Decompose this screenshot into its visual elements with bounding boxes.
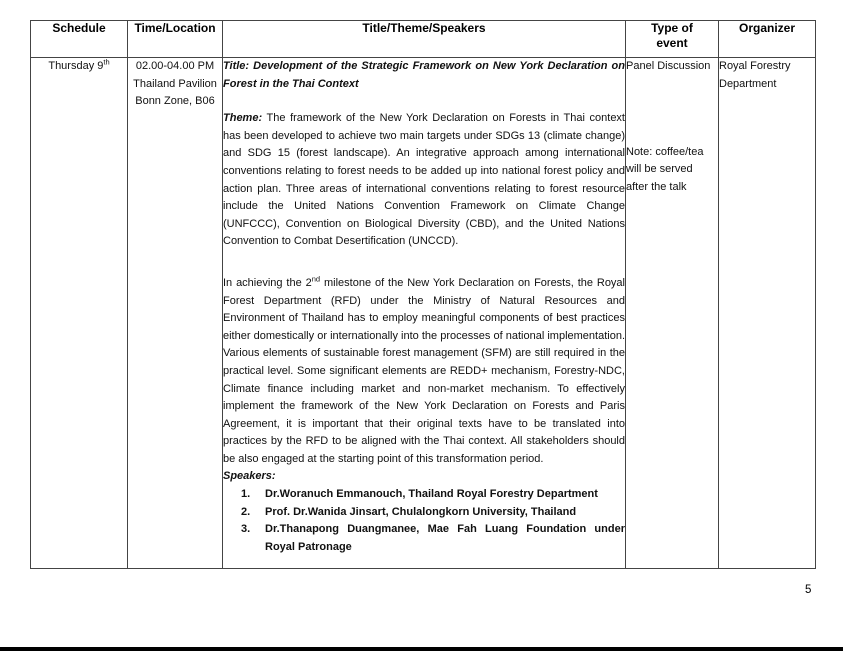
location-line-zone: Bonn Zone, B06 bbox=[135, 95, 215, 108]
location-line-pavilion: Thailand Pavilion bbox=[133, 77, 217, 90]
cell-title-theme-speakers bbox=[223, 58, 626, 569]
speaker-number: 2. bbox=[241, 505, 251, 518]
organizer-name: Royal Forestry Department bbox=[719, 60, 791, 90]
speaker-name: Dr.Thanapong Duangmanee, Mae Fah Luang Foundation under Royal Patronage bbox=[265, 523, 625, 553]
event-note-line: Note: coffee/tea bbox=[626, 145, 704, 158]
cell-time-location bbox=[128, 58, 223, 569]
spacer bbox=[626, 76, 718, 144]
speaker-name: Dr.Woranuch Emmanouch, Thailand Royal Forestry Department bbox=[265, 488, 598, 501]
header-schedule bbox=[31, 21, 128, 58]
theme-text: The framework of the New York Declaration on Forests in Thai context has been developed to achieve two main targets under SDGs 13 (climate change) and SDG 15 (forest landscape). An integrative approach among international conventions relating to forest needs to be added up into national forest policy and action plan. Three areas of international conventions relating to forest resource include the United Nations Convention Framework on Climate Change (UNFCCC), Convention on Biological Diversity (CBD), and the United Nations Convention to Combat Desertification (UNCCD). bbox=[223, 112, 625, 248]
cell-organizer bbox=[719, 58, 816, 569]
schedule-day-ordinal: th bbox=[103, 57, 110, 67]
speaker-item bbox=[241, 504, 625, 522]
header-title-theme-speakers bbox=[223, 21, 626, 58]
table-row bbox=[31, 58, 816, 569]
event-type: Panel Discussion bbox=[626, 60, 711, 72]
body-paragraph-pre: In achieving the 2 bbox=[223, 276, 312, 289]
speaker-number: 3. bbox=[241, 523, 251, 536]
header-schedule-label: Schedule bbox=[52, 21, 106, 35]
speaker-item bbox=[241, 486, 625, 504]
time-line: 02.00-04.00 PM bbox=[135, 60, 215, 72]
theme-label: Theme: bbox=[223, 112, 263, 125]
table-header-row bbox=[31, 21, 816, 58]
speaker-number: 1. bbox=[241, 488, 251, 501]
header-type-of-event bbox=[626, 21, 719, 58]
speakers-label: Speakers: bbox=[223, 470, 276, 483]
cell-schedule bbox=[31, 58, 128, 569]
header-type-of-event-label: Type of event bbox=[651, 21, 693, 50]
page-number: 5 bbox=[805, 584, 812, 596]
speaker-name: Prof. Dr.Wanida Jinsart, Chulalongkorn University, Thailand bbox=[265, 505, 577, 518]
cell-type-of-event bbox=[626, 58, 719, 569]
header-organizer bbox=[719, 21, 816, 58]
header-organizer-label: Organizer bbox=[738, 21, 795, 35]
header-title-theme-speakers-label: Title/Theme/Speakers bbox=[362, 21, 486, 35]
speaker-item bbox=[241, 521, 625, 556]
schedule-table bbox=[30, 20, 816, 569]
body-paragraph bbox=[223, 275, 625, 469]
theme-paragraph bbox=[223, 110, 625, 251]
event-note-line: will be served bbox=[626, 163, 693, 176]
session-title: Title: Development of the Strategic Framework on New York Declaration on Forest in the Thai Context bbox=[223, 60, 625, 90]
body-paragraph-post: milestone of the New York Declaration on Forests, the Royal Forest Department (RFD) under the Ministry of Natural Resources and Environment of Thailand has to employ meaningful components of best practices either domestically or internationally into the processes of national implementation. Various elements of sustainable forest management (SFM) are still required in the practical level. Some significant elements are REDD+ mechanism, Forestry-NDC, Climate finance including market and non-market mechanism. To effectively implement the framework of the New York Declaration on Forests and Paris Agreement, it is important that their original texts have to be translated into practices by the RFD to be aligned with the Thai context. All stakeholders should be also engaged at the starting point of this transformation period. bbox=[223, 276, 625, 465]
header-time-location bbox=[128, 21, 223, 58]
page-bottom-divider bbox=[0, 647, 843, 651]
event-note-line: after the talk bbox=[626, 180, 687, 193]
milestone-ordinal: nd bbox=[311, 274, 321, 284]
header-time-location-label: Time/Location bbox=[134, 21, 216, 35]
schedule-day: Thursday 9 bbox=[48, 60, 104, 72]
